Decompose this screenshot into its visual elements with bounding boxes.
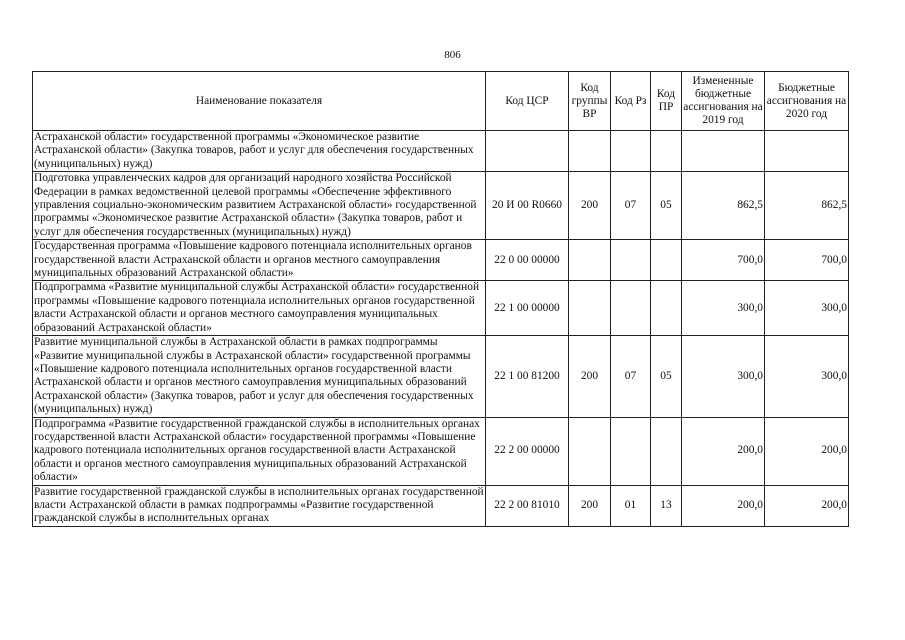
header-name: Наименование показателя xyxy=(33,72,486,131)
header-2019: Измененные бюджетные ассигнования на 2019 год xyxy=(682,72,765,131)
row-pr xyxy=(651,281,682,336)
table-row xyxy=(33,417,849,485)
row-rz: 07 xyxy=(611,336,651,417)
row-rz xyxy=(611,240,651,281)
row-name: Астраханской области» государственной программы «Экономическое развитие Астраханской области» (Закупка товаров, работ и услуг для обеспечения государственных (муниципальных) нужд) xyxy=(33,131,486,172)
row-pr xyxy=(651,240,682,281)
budget-table xyxy=(32,71,849,527)
row-vr: 200 xyxy=(569,336,611,417)
row-vr: 200 xyxy=(569,485,611,526)
row-rz xyxy=(611,131,651,172)
row-2019 xyxy=(682,131,765,172)
row-pr xyxy=(651,131,682,172)
header-csr: Код ЦСР xyxy=(486,72,569,131)
header-row xyxy=(33,72,849,131)
row-name: Развитие муниципальной службы в Астраханской области в рамках подпрограммы «Развитие муниципальной службы в Астраханской области» государственной программы «Повышение кадрового потенциала исполнительных органов государственной власти Астраханской области и органов местного самоуправления муниципальных образований Астраханской области» (Закупка товаров, работ и услуг для обеспечения государственных (муниципальных) нужд) xyxy=(33,336,486,417)
table-row xyxy=(33,131,849,172)
row-2020: 700,0 xyxy=(765,240,849,281)
table-row xyxy=(33,485,849,526)
row-2020: 862,5 xyxy=(765,172,849,240)
row-csr: 22 0 00 00000 xyxy=(486,240,569,281)
row-name: Подпрограмма «Развитие муниципальной службы Астраханской области» государственной программы «Повышение кадрового потенциала исполнительных органов государственной власти Астраханской области и органов местного самоуправления муниципальных образований Астраханской области» xyxy=(33,281,486,336)
row-vr xyxy=(569,240,611,281)
row-rz: 07 xyxy=(611,172,651,240)
row-2019: 300,0 xyxy=(682,281,765,336)
header-pr: Код ПР xyxy=(651,72,682,131)
row-csr: 22 1 00 81200 xyxy=(486,336,569,417)
header-2020: Бюджетные ассигнования на 2020 год xyxy=(765,72,849,131)
row-2020 xyxy=(765,131,849,172)
row-vr xyxy=(569,281,611,336)
row-vr xyxy=(569,417,611,485)
row-2019: 700,0 xyxy=(682,240,765,281)
table-row xyxy=(33,336,849,417)
row-2020: 200,0 xyxy=(765,417,849,485)
table-row xyxy=(33,240,849,281)
row-2020: 200,0 xyxy=(765,485,849,526)
table-header xyxy=(33,72,849,131)
page-number: 806 xyxy=(444,49,461,61)
row-2019: 200,0 xyxy=(682,417,765,485)
row-csr: 20 И 00 R0660 xyxy=(486,172,569,240)
header-vr: Код группы ВР xyxy=(569,72,611,131)
row-rz xyxy=(611,417,651,485)
row-2019: 300,0 xyxy=(682,336,765,417)
row-2019: 862,5 xyxy=(682,172,765,240)
row-pr xyxy=(651,417,682,485)
table-row xyxy=(33,172,849,240)
row-rz xyxy=(611,281,651,336)
table-body xyxy=(33,131,849,527)
header-rz: Код Рз xyxy=(611,72,651,131)
row-2020: 300,0 xyxy=(765,336,849,417)
row-name: Государственная программа «Повышение кадрового потенциала исполнительных органов государственной власти Астраханской области и органов местного самоуправления муниципальных образований Астраханской области» xyxy=(33,240,486,281)
row-csr: 22 1 00 00000 xyxy=(486,281,569,336)
row-name: Подготовка управленческих кадров для организаций народного хозяйства Российской Федерации в рамках ведомственной целевой программы «Обеспечение эффективного управления социально-экономическим развитием Астраханской области» государственной программы «Экономическое развитие Астраханской области» (Закупка товаров, работ и услуг для обеспечения государственных (муниципальных) нужд) xyxy=(33,172,486,240)
row-pr: 05 xyxy=(651,172,682,240)
row-csr: 22 2 00 81010 xyxy=(486,485,569,526)
row-2019: 200,0 xyxy=(682,485,765,526)
row-rz: 01 xyxy=(611,485,651,526)
row-2020: 300,0 xyxy=(765,281,849,336)
row-vr: 200 xyxy=(569,172,611,240)
row-pr: 05 xyxy=(651,336,682,417)
row-name: Развитие государственной гражданской службы в исполнительных органах государственной власти Астраханской области в рамках подпрограммы «Развитие государственной гражданской службы в исполнительных органах xyxy=(34,485,484,525)
table-row xyxy=(33,281,849,336)
row-pr: 13 xyxy=(651,485,682,526)
row-csr xyxy=(486,131,569,172)
row-name: Подпрограмма «Развитие государственной гражданской службы в исполнительных органах государственной власти Астраханской области» государственной программы «Повышение кадрового потенциала исполнительных органов государственной власти Астраханской области и органов местного самоуправления муниципальных образований Астраханской области» xyxy=(33,417,486,485)
row-csr: 22 2 00 00000 xyxy=(486,417,569,485)
row-vr xyxy=(569,131,611,172)
